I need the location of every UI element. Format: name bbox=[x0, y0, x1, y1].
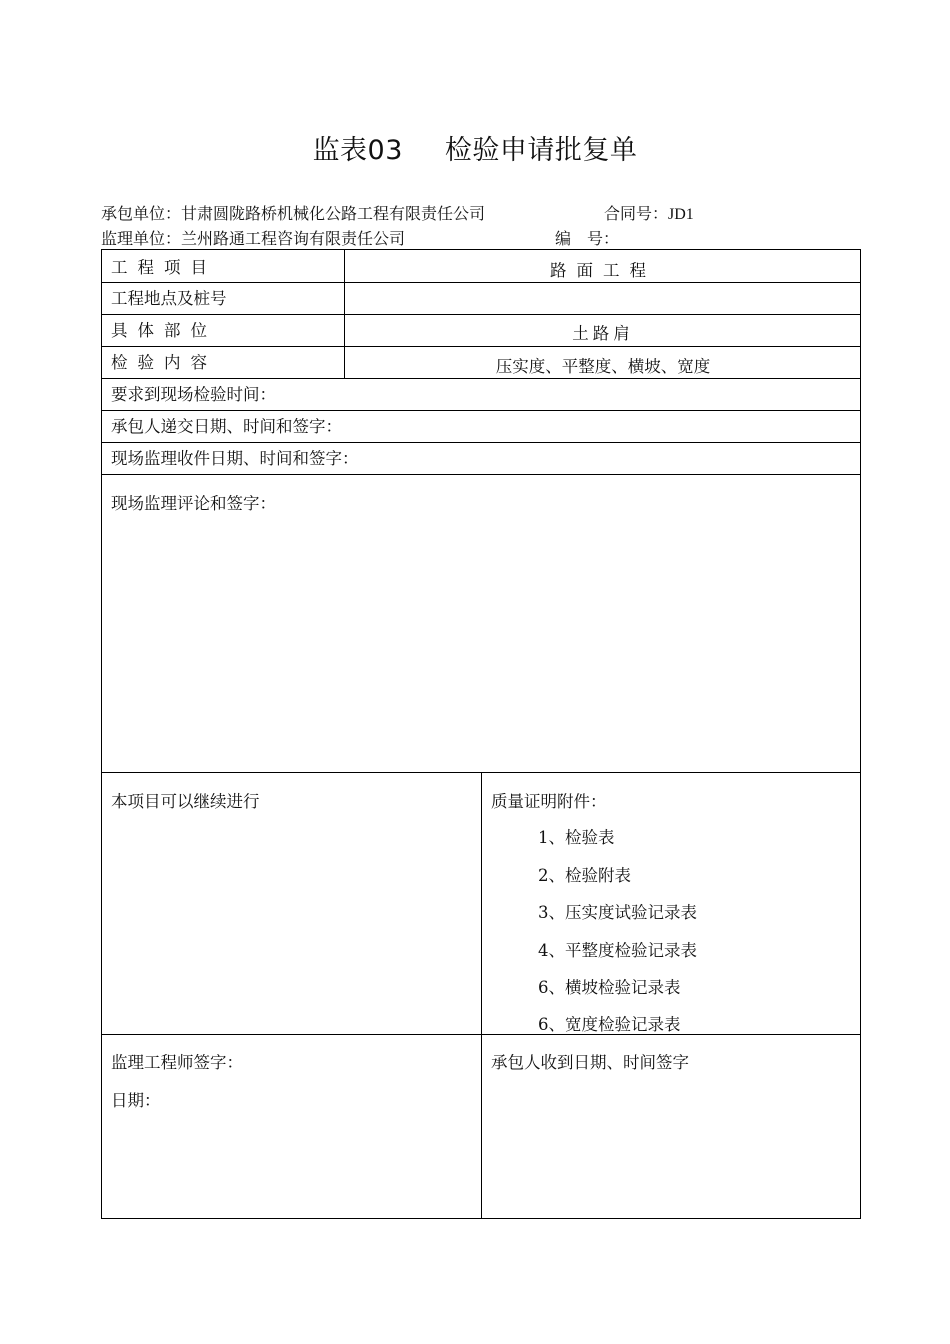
attachments-label: 质量证明附件： bbox=[491, 792, 607, 811]
inspection-form-table bbox=[101, 249, 861, 1219]
column-divider bbox=[481, 772, 482, 1219]
contract-no-label: 合同号： bbox=[604, 204, 669, 223]
row-divider bbox=[102, 474, 860, 475]
location-label: 工程地点及桩号 bbox=[111, 289, 227, 308]
serial-label: 编 号： bbox=[555, 229, 620, 248]
attachment-item: 6、横坡检验记录表 bbox=[538, 978, 681, 997]
engineer-sign-label: 监理工程师签字： bbox=[111, 1053, 243, 1072]
document-title bbox=[0, 128, 950, 167]
row-divider bbox=[102, 378, 860, 379]
attachment-item: 2、检验附表 bbox=[538, 866, 631, 885]
date-label: 日期： bbox=[111, 1091, 161, 1110]
row-divider bbox=[102, 314, 860, 315]
attachment-item: 3、压实度试验记录表 bbox=[538, 903, 697, 922]
row-divider bbox=[102, 410, 860, 411]
attachment-item: 1、检验表 bbox=[538, 828, 615, 847]
contract-no-value: JD1 bbox=[668, 206, 694, 223]
content-value: 压实度、平整度、横坡、宽度 bbox=[495, 357, 711, 376]
request-time-label: 要求到现场检验时间： bbox=[111, 385, 276, 404]
part-label: 具体部位 bbox=[111, 321, 217, 340]
project-label: 工程项目 bbox=[111, 258, 217, 277]
receive-label: 现场监理收件日期、时间和签字： bbox=[111, 449, 359, 468]
content-label: 检验内容 bbox=[111, 353, 217, 372]
title-name: 检验申请批复单 bbox=[444, 135, 638, 166]
comment-label: 现场监理评论和签字： bbox=[111, 494, 276, 513]
attachment-item: 6、宽度检验记录表 bbox=[538, 1015, 681, 1034]
title-code: 监表03 bbox=[312, 135, 403, 166]
submit-label: 承包人递交日期、时间和签字： bbox=[111, 417, 342, 436]
contractor-value: 甘肃圆陇路桥机械化公路工程有限责任公司 bbox=[181, 204, 486, 223]
serial-line bbox=[555, 226, 619, 249]
contractor-line bbox=[101, 201, 485, 224]
supervisor-line bbox=[101, 226, 405, 249]
supervisor-value: 兰州路通工程咨询有限责任公司 bbox=[181, 229, 406, 248]
project-value: 路面工程 bbox=[550, 261, 656, 280]
continue-text: 本项目可以继续进行 bbox=[111, 792, 260, 811]
supervisor-label: 监理单位： bbox=[101, 229, 182, 248]
contractor-receipt-label: 承包人收到日期、时间签字 bbox=[491, 1053, 689, 1072]
part-value: 土路肩 bbox=[572, 324, 634, 343]
contractor-label: 承包单位： bbox=[101, 204, 182, 223]
attachment-item: 4、平整度检验记录表 bbox=[538, 941, 697, 960]
row-divider bbox=[102, 442, 860, 443]
contract-no-line bbox=[604, 201, 694, 224]
row-divider bbox=[102, 282, 860, 283]
row-divider bbox=[102, 346, 860, 347]
